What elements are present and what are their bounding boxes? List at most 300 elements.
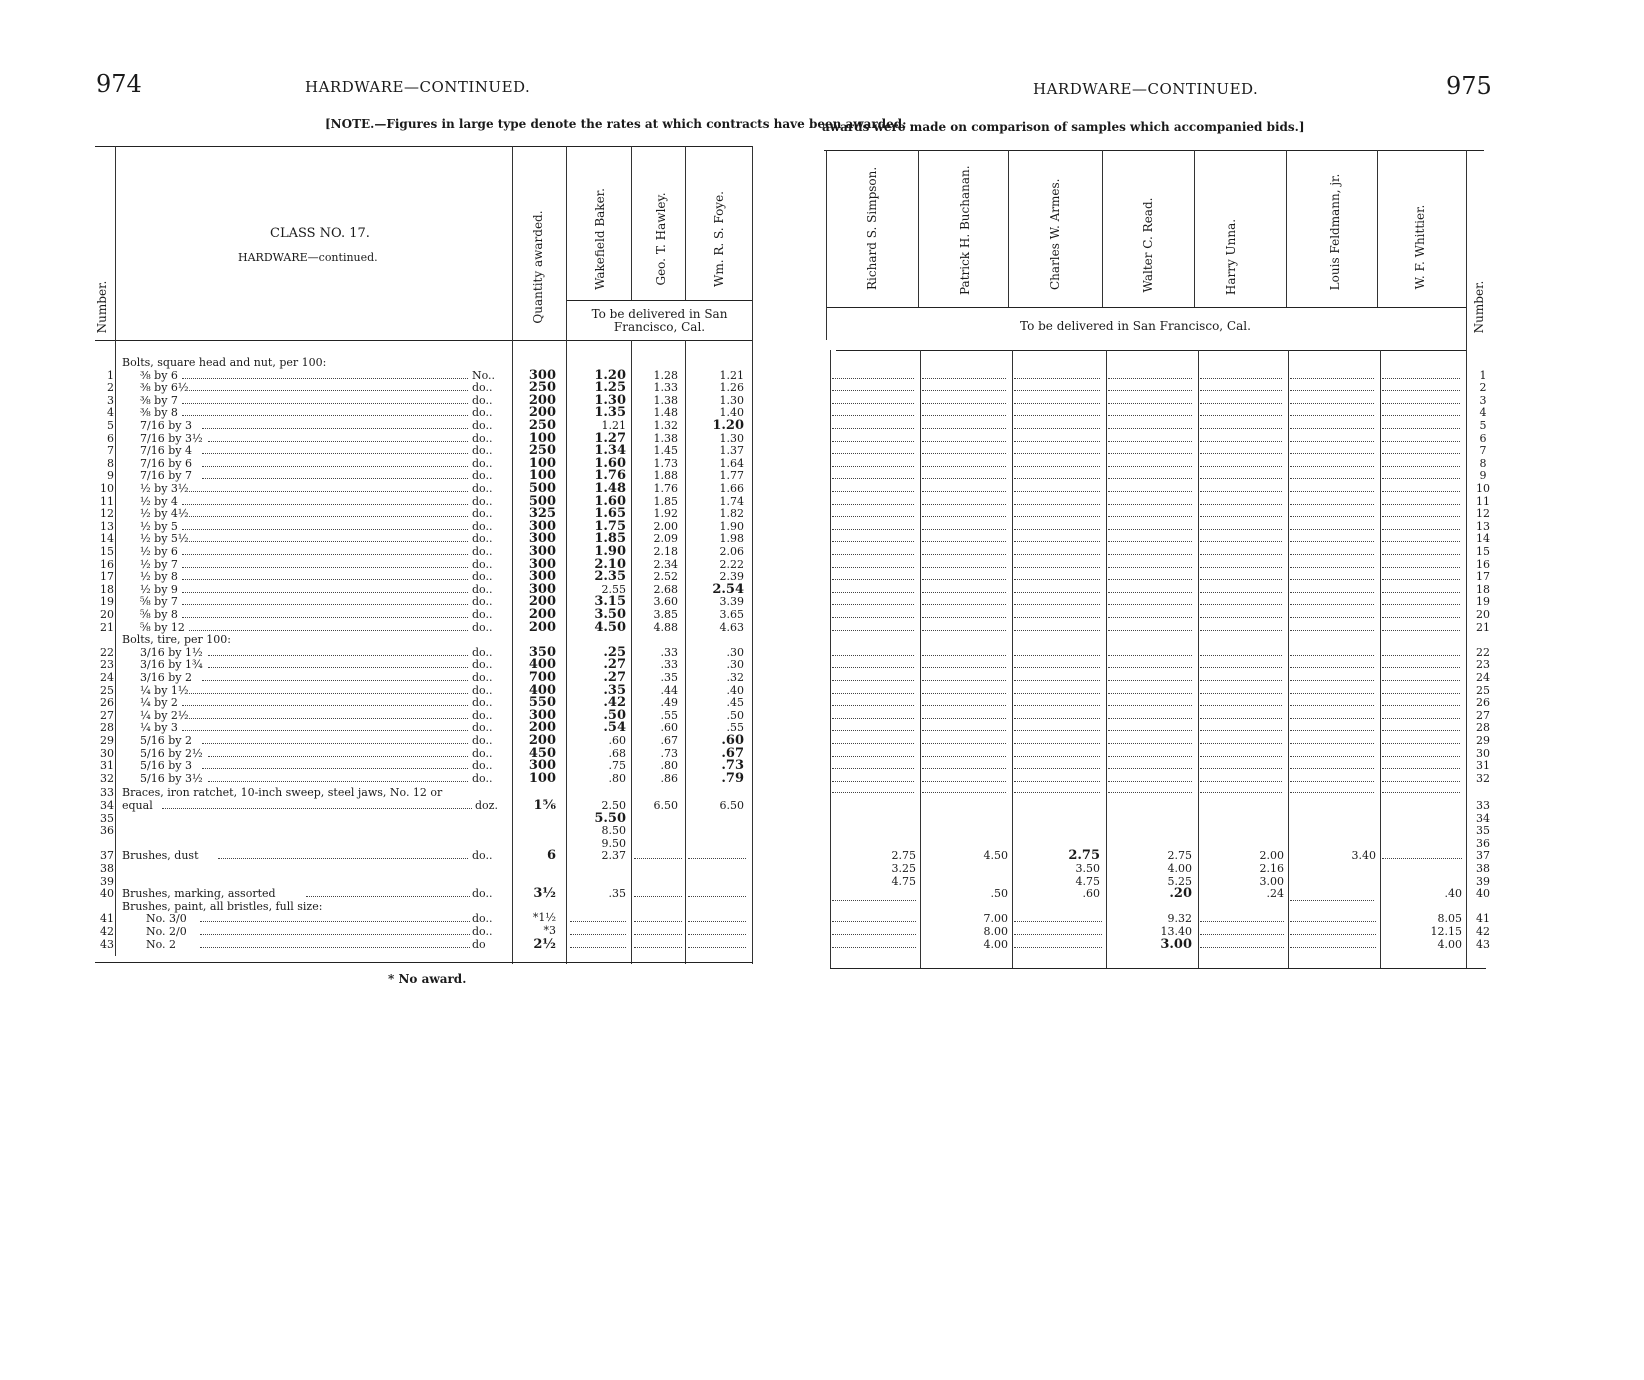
row-number: 41 [100,912,114,926]
row-number: 28 [100,721,114,735]
bid-geo-hawley: .86 [660,771,678,785]
empty-bid-cell [922,453,1006,454]
item-description: 7/16 by 7 [140,469,192,483]
empty-bid-cell [922,428,1006,429]
empty-bid-cell [1290,378,1374,379]
empty-bid-cell [1382,667,1460,668]
item-description: ⅝ by 7 [140,595,178,609]
row-number-right: 32 [1476,771,1490,785]
col-divider [826,150,827,340]
empty-bid-cell [832,541,914,542]
item-label [140,545,510,558]
empty-bid-cell [922,567,1006,568]
empty-bid-cell [922,478,1006,479]
empty-bid-cell [832,478,914,479]
bidder-header: Richard S. Simpson. [865,166,879,290]
empty-bid-cell [922,705,1006,706]
empty-bid-cell [1290,680,1374,681]
bid-foye: .30 [726,645,744,659]
empty-bid-cell [922,730,1006,731]
empty-bid-cell [832,453,914,454]
row-number: 35 [100,811,114,825]
empty-bid-cell [1290,554,1374,555]
row-number-right: 13 [1476,519,1490,533]
row-number: 34 [100,799,114,812]
empty-bid-cell [634,947,682,948]
empty-bid-cell [1014,554,1100,555]
empty-bid-cell [1290,768,1374,769]
bid-geo-hawley: 1.38 [653,431,678,445]
empty-bid-cell [832,718,914,719]
row-number: 17 [100,570,114,584]
bidder-header: Louis Feldmann, jr. [1328,173,1342,291]
col-divider [1012,350,1013,968]
empty-bid-cell [1290,947,1376,948]
empty-bid-cell [832,617,914,618]
row-number: 2 [107,381,114,395]
unit: do.. [472,444,493,458]
bid-wakefield-baker: .27 [603,657,626,673]
row-number-right: 7 [1479,444,1487,458]
empty-bid-cell [1200,466,1282,467]
item-label [140,721,510,734]
bid-read: 3.00 [1160,936,1192,952]
item-label [140,671,510,684]
row-number-right: 41 [1476,912,1490,926]
bid-wakefield-baker: 2.35 [594,569,626,585]
quantity-col-header: Quantity awarded. [531,210,545,324]
empty-bid-cell [1382,453,1460,454]
table-bottom-rule-right [830,968,1486,969]
empty-bid-cell [1200,529,1282,530]
row-number-right: 18 [1476,582,1490,596]
empty-bid-cell [1014,768,1100,769]
bid-geo-hawley: .67 [660,734,678,747]
row-number: 27 [100,708,114,722]
empty-bid-cell [922,718,1006,719]
row-number: 24 [100,671,114,684]
bid-read: 2.75 [1167,849,1192,863]
item-description: 3/16 by 2 [140,671,192,684]
empty-bid-cell [1108,390,1192,391]
bid-buchanan: 4.00 [983,937,1008,951]
bid-geo-hawley: 2.34 [653,557,678,571]
empty-bid-cell [1014,730,1100,731]
empty-bid-cell [1108,680,1192,681]
col-divider [1286,150,1287,307]
empty-bid-cell [1108,541,1192,542]
empty-bid-cell [1200,934,1284,935]
quantity-awarded: 1⅚ [533,798,556,813]
row-number: 32 [100,771,114,785]
unit: doz. [475,799,498,812]
quantity-awarded: 250 [528,418,556,433]
bid-foye: 1.74 [719,494,744,508]
empty-bid-cell [1014,390,1100,391]
col-divider [1288,350,1289,968]
empty-bid-cell [1200,667,1282,668]
unit: do.. [472,532,493,546]
bid-armes: 4.75 [1075,874,1100,888]
bid-foye: 1.30 [719,431,744,445]
bid-wakefield-baker: 5.50 [594,810,626,826]
row-number-right: 33 [1476,799,1490,812]
item-description: 7/16 by 4 [140,444,192,458]
bid-wakefield-baker: 1.35 [594,405,626,421]
empty-bid-cell [1382,516,1460,517]
row-number: 39 [100,874,114,888]
item-description: ⅝ by 8 [140,608,178,621]
empty-bid-cell [1108,554,1192,555]
empty-bid-cell [1382,792,1460,793]
row-number: 23 [100,658,114,672]
row-number: 6 [107,431,114,445]
quantity-awarded: *3 [543,924,556,937]
unit: do.. [472,469,493,483]
empty-bid-cell [1014,529,1100,530]
empty-bid-cell [1014,630,1100,631]
quantity-awarded: *1½ [532,911,556,925]
delivery-rule-right [826,307,1466,308]
quantity-awarded: 200 [528,392,556,408]
empty-bid-cell [832,415,914,416]
bid-wakefield-baker: 1.60 [594,455,626,471]
row-number-right: 24 [1476,671,1490,684]
empty-bid-cell [1382,415,1460,416]
empty-bid-cell [1382,617,1460,618]
empty-bid-cell [570,947,626,948]
row-number: 3 [107,393,114,407]
item-label: No. 2/0 [146,925,187,938]
item-label: equal [122,799,153,812]
empty-bid-cell [1290,655,1374,656]
unit: do.. [472,645,493,659]
footnote: * No award. [388,972,467,986]
empty-bid-cell [922,604,1006,605]
item-description: ¼ by 2½ [140,708,189,722]
bid-foye: 6.50 [719,799,744,812]
empty-bid-cell [1014,743,1100,744]
empty-bid-cell [1290,934,1376,935]
bid-wakefield-baker: .54 [603,720,626,736]
empty-bid-cell [922,504,1006,505]
bidder-header: Geo. T. Hawley. [654,192,668,286]
section-heading: Bolts, square head and nut, per 100: [122,356,327,369]
empty-bid-cell [832,567,914,568]
unit: do.. [472,658,493,672]
bid-wakefield-baker: 1.65 [594,506,626,522]
dotted-leader [200,947,470,948]
row-number: 20 [100,608,114,621]
dotted-leader [182,592,468,593]
unit: do.. [472,570,493,584]
item-label [140,457,510,470]
item-label [140,394,510,407]
bid-wakefield-baker: .50 [603,707,626,723]
header-bottom-rule-right [836,350,1466,351]
empty-bid-cell [1200,705,1282,706]
bid-foye: .30 [726,658,744,672]
empty-bid-cell [1014,693,1100,694]
quantity-awarded: 700 [528,670,556,685]
item-label [140,595,510,608]
quantity-awarded: 500 [528,481,556,496]
empty-bid-cell [1014,378,1100,379]
empty-bid-cell [1108,478,1192,479]
dotted-leader [182,529,468,530]
item-description: ½ by 9 [140,582,178,596]
item-label [140,734,510,747]
empty-bid-cell [832,378,914,379]
row-number: 37 [100,849,114,863]
empty-bid-cell [1290,516,1374,517]
row-number: 43 [100,937,114,951]
bid-buchanan: 8.00 [983,925,1008,938]
empty-bid-cell [1200,453,1282,454]
unit: do.. [472,557,493,571]
bid-foye: 2.54 [712,581,744,597]
col-divider [631,146,632,300]
quantity-awarded: 300 [528,556,556,572]
bid-geo-hawley: .60 [660,721,678,735]
bid-wakefield-baker: .80 [608,771,626,785]
dotted-leader [182,705,468,706]
bid-wakefield-baker: 3.50 [594,607,626,622]
row-number: 12 [100,507,114,521]
empty-bid-cell [1014,667,1100,668]
empty-bid-cell [1200,378,1282,379]
bid-wakefield-baker: 1.34 [594,443,626,459]
item-description: ¼ by 2 [140,696,178,710]
bid-foye: .79 [721,770,744,786]
unit: do.. [472,582,493,596]
empty-bid-cell [1014,567,1100,568]
empty-bid-cell [688,858,746,859]
empty-bid-cell [1014,504,1100,505]
col-divider [1466,150,1467,968]
item-label [140,759,510,772]
empty-bid-cell [1382,491,1460,492]
empty-bid-cell [922,554,1006,555]
note-left: [NOTE.—Figures in large type denote the rates at which contracts have been awarded; [325,117,907,131]
empty-bid-cell [1014,921,1102,922]
empty-bid-cell [1108,768,1192,769]
quantity-awarded: 250 [528,443,556,459]
bid-geo-hawley: .49 [660,696,678,710]
quantity-awarded: 300 [528,581,556,597]
bid-wakefield-baker: 1.85 [594,531,626,547]
empty-bid-cell [832,655,914,656]
dotted-leader [182,504,468,505]
empty-bid-cell [1290,630,1374,631]
empty-bid-cell [922,655,1006,656]
quantity-awarded: 300 [528,569,556,585]
dotted-leader [200,921,470,922]
empty-bid-cell [1108,705,1192,706]
bid-geo-hawley: 2.09 [653,532,678,546]
empty-bid-cell [1108,504,1192,505]
dotted-leader [189,630,468,631]
empty-bid-cell [832,604,914,605]
empty-bid-cell [922,491,1006,492]
bid-geo-hawley: .44 [660,683,678,697]
bidder-header: Wakefield Baker. [593,188,607,290]
empty-bid-cell [1200,792,1282,793]
page-number-right: 975 [1446,72,1492,100]
empty-bid-cell [1290,900,1374,901]
row-number-right: 38 [1476,862,1490,875]
empty-bid-cell [1290,541,1374,542]
item-description: ½ by 7 [140,557,178,571]
item-description: 3/16 by 1¾ [140,658,203,672]
empty-bid-cell [1382,693,1460,694]
bid-wakefield-baker: 2.55 [601,582,626,596]
bid-unna: .24 [1266,887,1284,901]
item-description: ½ by 6 [140,545,178,558]
table-top-rule-right [824,150,1484,151]
row-number: 1 [107,368,114,382]
bid-wakefield-baker: 1.90 [594,544,626,559]
col-divider [830,350,831,968]
empty-bid-cell [832,491,914,492]
empty-bid-cell [1108,592,1192,593]
dotted-leader [182,604,468,605]
page-title-left: HARDWARE—CONTINUED. [305,78,531,96]
bid-foye: .45 [726,696,744,710]
empty-bid-cell [1014,705,1100,706]
empty-bid-cell [1290,792,1374,793]
empty-bid-cell [832,743,914,744]
item-label [140,419,510,432]
empty-bid-cell [1108,604,1192,605]
row-number: 29 [100,734,114,747]
unit: do.. [472,431,493,445]
dotted-leader [189,491,468,492]
page-title-right: HARDWARE—CONTINUED. [1033,80,1259,98]
bid-geo-hawley: 1.88 [653,469,678,483]
empty-bid-cell [1382,541,1460,542]
bid-feldmann: 3.40 [1351,849,1376,863]
dotted-leader [189,541,468,542]
item-label [140,495,510,508]
dotted-leader [162,808,472,809]
empty-bid-cell [1290,730,1374,731]
empty-bid-cell [1108,756,1192,757]
empty-bid-cell [1290,667,1374,668]
dotted-leader [208,667,468,668]
bid-geo-hawley: 3.85 [653,608,678,621]
bid-geo-hawley: 2.18 [653,545,678,558]
bid-foye: 1.64 [719,456,744,470]
item-description: ⅝ by 12 [140,620,185,634]
unit: do.. [472,482,493,495]
empty-bid-cell [1382,390,1460,391]
bid-whittier: .40 [1444,887,1462,901]
row-number-right: 27 [1476,708,1490,722]
empty-bid-cell [1200,730,1282,731]
empty-bid-cell [1108,403,1192,404]
empty-bid-cell [1382,403,1460,404]
empty-bid-cell [1200,718,1282,719]
empty-bid-cell [922,617,1006,618]
bid-simpson: 4.75 [891,874,916,888]
empty-bid-cell [922,743,1006,744]
empty-bid-cell [1014,680,1100,681]
row-number-right: 4 [1479,406,1487,420]
dotted-leader [182,378,468,379]
bid-wakefield-baker: .35 [603,682,626,698]
empty-bid-cell [688,947,746,948]
unit: do.. [472,759,493,773]
row-number: 25 [100,683,114,697]
row-number-right: 34 [1476,811,1490,825]
bidder-header: W. F. Whittier. [1413,204,1427,290]
bid-wakefield-baker: 1.30 [594,392,626,408]
empty-bid-cell [832,900,916,901]
dotted-leader [189,718,468,719]
unit: do.. [472,406,493,420]
bid-read: 9.32 [1167,912,1192,926]
dotted-leader [182,554,468,555]
item-description: ½ by 5 [140,519,178,533]
row-number: 19 [100,595,114,609]
item-description: ¼ by 3 [140,721,178,735]
row-number-right: 19 [1476,595,1490,609]
quantity-awarded: 300 [528,758,556,774]
quantity-awarded: 400 [528,657,556,673]
empty-bid-cell [1108,529,1192,530]
quantity-awarded: 6 [546,848,556,864]
empty-bid-cell [1290,441,1374,442]
empty-bid-cell [1200,403,1282,404]
row-number: 13 [100,519,114,533]
col-divider [752,146,753,964]
empty-bid-cell [1108,667,1192,668]
quantity-awarded: 200 [528,733,556,748]
empty-bid-cell [1382,743,1460,744]
quantity-awarded: 100 [528,455,556,471]
row-number-right: 11 [1476,494,1490,508]
quantity-awarded: 400 [528,682,556,698]
col-divider [1194,150,1195,307]
bid-armes: 3.50 [1075,862,1100,875]
quantity-awarded: 100 [528,770,556,786]
quantity-awarded: 200 [528,619,556,635]
empty-bid-cell [1382,579,1460,580]
row-number-right: 40 [1476,887,1490,901]
item-description: 7/16 by 3½ [140,431,203,445]
dotted-leader [202,478,468,479]
bid-whittier: 4.00 [1437,937,1462,951]
bid-geo-hawley: .35 [660,671,678,684]
col-divider [1380,350,1381,968]
item-label: No. 3/0 [146,912,187,926]
bid-geo-hawley: 6.50 [653,799,678,812]
bid-wakefield-baker: 2.10 [594,556,626,572]
empty-bid-cell [1200,655,1282,656]
row-number: 9 [107,469,114,483]
bid-simpson: 2.75 [891,849,916,863]
row-number-right: 15 [1476,545,1490,558]
bid-wakefield-baker: 1.48 [594,481,626,496]
item-description: ⅜ by 8 [140,406,178,420]
empty-bid-cell [570,934,626,935]
item-description: 5/16 by 3 [140,759,192,773]
row-number-right: 36 [1476,836,1490,850]
empty-bid-cell [1290,428,1374,429]
row-number: 16 [100,557,114,571]
row-number-right: 35 [1476,824,1490,838]
